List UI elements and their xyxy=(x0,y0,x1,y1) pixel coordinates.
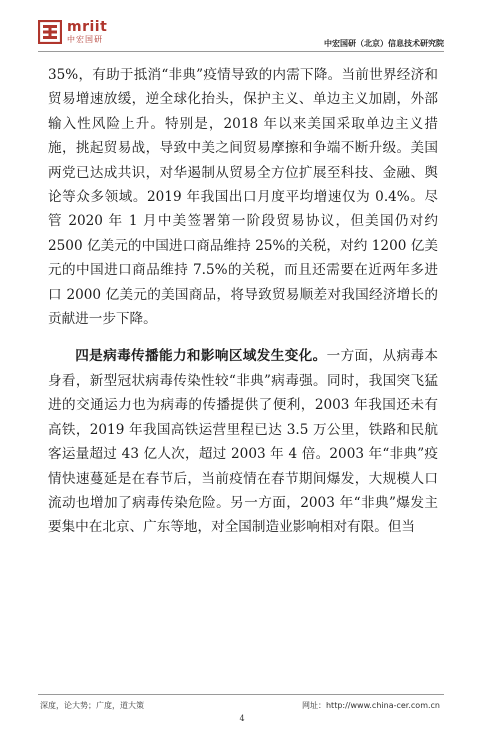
body-text xyxy=(48,63,438,540)
footer-slogan: 深度，论大势；广度，道大策 xyxy=(40,701,144,710)
page-header xyxy=(0,0,484,56)
section-lead-heading: 四是病毒传播能力和影响区域发生变化。 xyxy=(75,348,327,365)
page-number: 4 xyxy=(239,714,245,723)
paragraph-1: 35%，有助于抵消“非典”疫情导致的内需下降。当前世界经济和贸易增速放缓，逆全球化抬头，保护主义、单边主义加剧，外部输入性风险上升。特别是，2018 年以来美国采取单边主义措施，挑起贸易战，导致中美之间贸易摩擦和争端不断升级。美国两党已达成共识，对华遏制从贸易全方位扩展至科技、金融、舆论等众多领域。2019 年我国出口月度平均增速仅为 0.4%。尽管 2020 年 1 月中美签署第一阶段贸易协议，但美国仍对约 2500 亿美元的中国进口商品维持 25%的关税，对约 1200 亿美元的中国进口商品维持 7.5%的关税，而且还需要在近两年多进口 2000 亿美元的美国商品，将导致贸易顺差对我国经济增长的贡献进一步下降。 xyxy=(48,67,438,328)
paragraph-2 xyxy=(48,344,438,539)
footer-divider xyxy=(38,694,444,695)
header-divider xyxy=(38,51,444,52)
logo-mark-icon xyxy=(38,20,62,44)
logo-wordmark: mriit xyxy=(67,19,108,35)
organization-name: 中宏国研（北京）信息技术研究院 xyxy=(324,39,444,48)
company-logo xyxy=(38,20,158,46)
paragraph-2-text: 一方面，从病毒本身看，新型冠状病毒传染性较“非典”病毒强。同时，我国突飞猛进的交通运力也为病毒的传播提供了便利，2003 年我国还未有高铁，2019 年我国高铁运营里程已达 3.5 万公里，铁路和民航客运量超过 43 亿人次，超过 2003 年 4 倍。2003 年“非典”疫情快速蔓延是在春节后，当前疫情在春节期间爆发，大规模人口流动也增加了病毒传染危险。另一方面，2003 年“非典”爆发主要集中在北京、广东等地，对全国制造业影响相对有限。但当 xyxy=(48,348,438,536)
logo-chinese-name: 中宏国研 xyxy=(67,35,103,44)
footer-website: 网址：http://www.china-cer.com.cn xyxy=(301,701,440,710)
